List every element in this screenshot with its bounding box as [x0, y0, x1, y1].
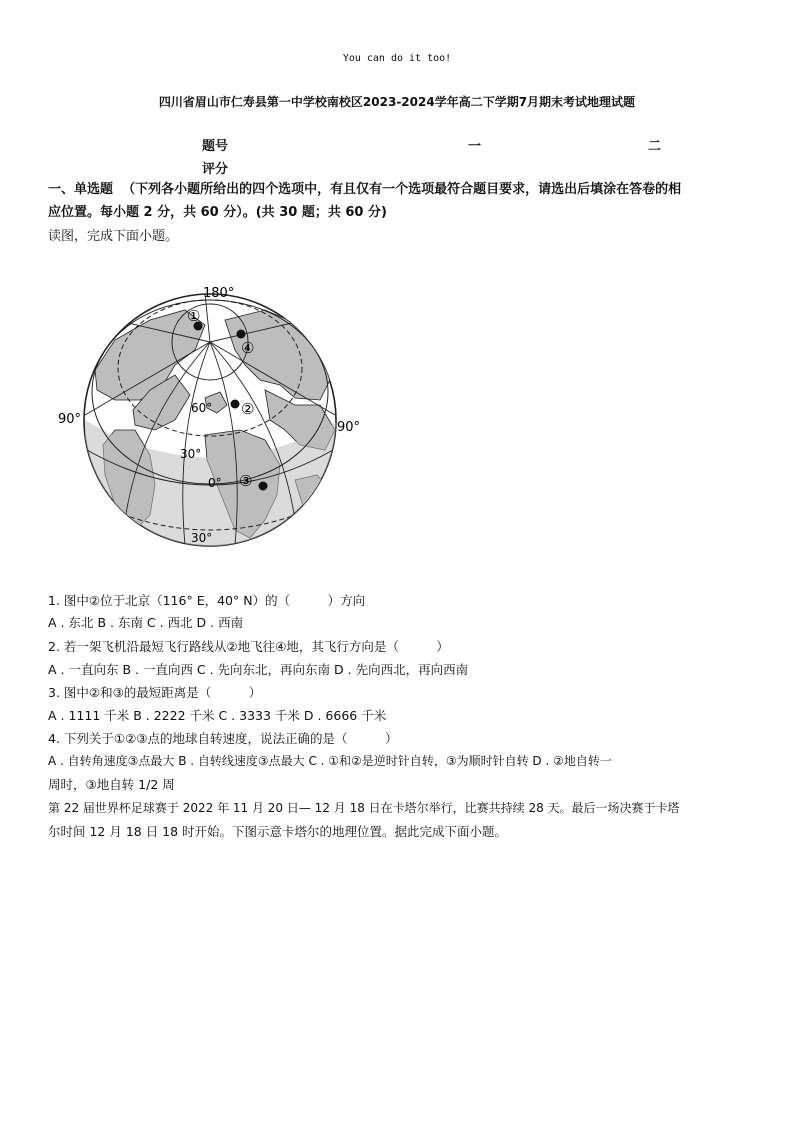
- document-title: 四川省眉山市仁寿县第一中学校南校区2023-2024学年高二下学期7月期末考试地理试题: [158, 95, 636, 109]
- question-2-stem: 2. 若一架飞机沿最短飞行路线从②地飞往④地，其飞行方向是（ ）: [48, 639, 449, 654]
- section-instructions-2: 应位置。每小题 2 分，共 60 分）。(共 30 题；共 60 分): [48, 205, 387, 220]
- score-table-col-2: 二: [648, 139, 662, 154]
- question-4-options-2: 周时，③地自转 1/2 周: [48, 777, 175, 792]
- section-instructions-1: （下列各小题所给出的四个选项中，有且仅有一个选项最符合题目要求，请选出后填涂在答卷的相: [122, 182, 682, 197]
- point-4-label: ④: [241, 339, 255, 357]
- label-90-right: 90°: [337, 420, 361, 435]
- question-4-stem: 4. 下列关于①②③点的地球自转速度，说法正确的是（ ）: [48, 731, 398, 746]
- section-heading: 一、单选题: [48, 182, 114, 197]
- label-180: 180°: [203, 286, 235, 301]
- question-4-options-1: A . 自转角速度③点最大 B . 自转线速度③点最大 C . ①和②是逆时针自转，③为顺时针自转 D . ②地自转一: [48, 754, 612, 768]
- question-3-options: A . 1111 千米 B . 2222 千米 C . 3333 千米 D . 6666 千米: [48, 708, 387, 723]
- question-1-stem: 1. 图中②位于北京（116° E，40° N）的（ ）方向: [48, 593, 366, 608]
- point-1-label: ①: [187, 307, 201, 325]
- point-3-label: ③: [239, 472, 253, 490]
- point-4-marker: [237, 330, 246, 339]
- label-lat-30s: 30°: [191, 531, 213, 545]
- point-2-label: ②: [241, 400, 255, 418]
- passage-2-line-1: 第 22 届世界杯足球赛于 2022 年 11 月 20 日— 12 月 18 日在卡塔尔举行，比赛共持续 28 天。最后一场决赛于卡塔: [48, 801, 680, 815]
- score-table-col-1: 一: [468, 139, 482, 154]
- label-lat-60: 60°: [191, 401, 213, 415]
- question-2-options: A . 一直向东 B . 一直向西 C . 先向东北，再向东南 D . 先向西北，再向西南: [48, 662, 469, 677]
- point-2-marker: [231, 400, 240, 409]
- label-equator: 0°: [208, 476, 222, 490]
- question-1-options: A . 东北 B . 东南 C . 西北 D . 西南: [48, 615, 244, 630]
- score-table-row-label-number: 题号: [202, 139, 229, 154]
- label-90-left: 90°: [58, 412, 82, 427]
- polar-globe-map: [55, 280, 375, 555]
- point-3-marker: [259, 482, 268, 491]
- label-lat-30n: 30°: [180, 447, 202, 461]
- passage-2-line-2: 尔时间 12 月 18 日 18 时开始。下图示意卡塔尔的地理位置。据此完成下面小题。: [48, 824, 508, 839]
- header-note: You can do it too!: [342, 53, 452, 64]
- intro-text: 读图，完成下面小题。: [48, 229, 179, 244]
- score-table-row-label-score: 评分: [202, 162, 229, 177]
- section-heading-line1: [48, 178, 681, 201]
- question-3-stem: 3. 图中②和③的最短距离是（ ）: [48, 685, 262, 700]
